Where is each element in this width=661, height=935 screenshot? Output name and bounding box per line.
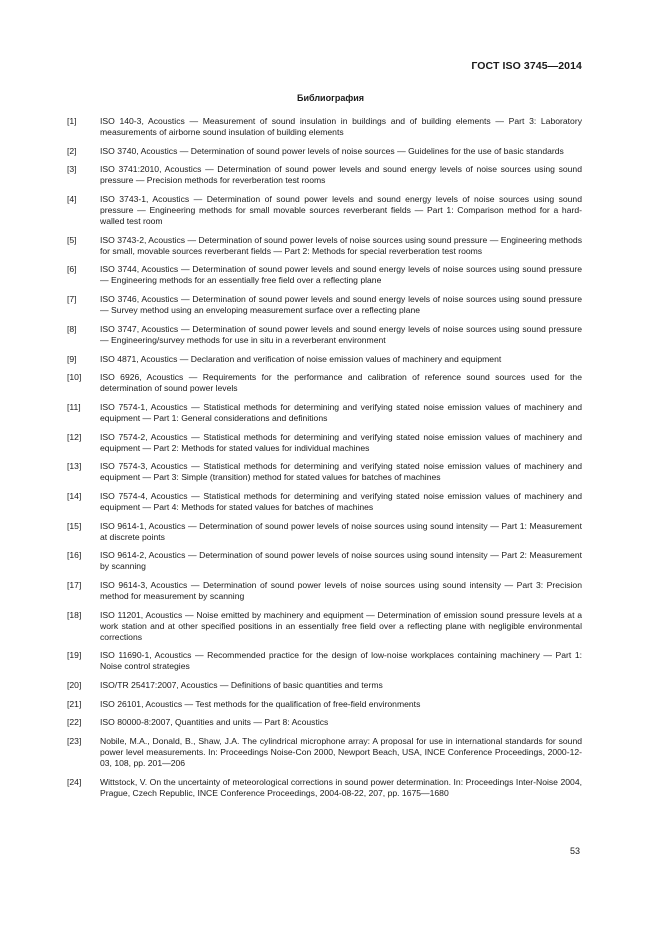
reference-number: [13] — [67, 461, 82, 472]
reference-number: [5] — [67, 234, 77, 245]
reference-item — [63, 521, 582, 543]
reference-item — [63, 372, 582, 394]
reference-text: ISO 7574-1, Acoustics — Statistical methods for determining and verifying stated noise emission values of machinery and equipment — Part 1: General considerations and definitions — [100, 401, 582, 423]
reference-item — [63, 610, 582, 643]
bibliography-title: Библиография — [297, 93, 364, 103]
reference-number: [22] — [67, 717, 82, 728]
reference-item — [63, 550, 582, 572]
reference-text: ISO 9614-3, Acoustics — Determination of sound power levels of noise sources using sound intensity — Part 3: Precision method for measurement by scanning — [100, 580, 582, 601]
reference-number: [17] — [67, 580, 82, 590]
reference-text: ISO 3743-1, Acoustics — Determination of sound power levels and sound energy levels of noise sources using sound pressure — Engineering methods for small movable sources reverberant fields — Part 1: Comparison method for a hard-walled test room — [100, 194, 582, 227]
reference-number: [24] — [67, 776, 82, 787]
reference-text: ISO 3747, Acoustics — Determination of sound power levels and sound energy levels of noise sources using sound pressure — Engineering/survey methods for use in situ in a reverberant environment — [100, 323, 582, 345]
reference-number: [15] — [67, 520, 82, 531]
reference-number: [4] — [67, 194, 77, 205]
reference-number: [21] — [67, 698, 82, 709]
reference-number: [14] — [67, 490, 82, 501]
reference-number: [20] — [67, 680, 82, 691]
reference-item — [63, 194, 582, 227]
reference-text: ISO 6926, Acoustics — Requirements for the performance and calibration of reference sound sources used for the determination of sound power levels — [100, 372, 582, 394]
reference-text: ISO/TR 25417:2007, Acoustics — Definitions of basic quantities and terms — [100, 680, 383, 691]
standard-code-header: ГОСТ ISO 3745—2014 — [471, 60, 582, 72]
reference-number: [19] — [67, 650, 82, 661]
reference-number: [7] — [67, 294, 77, 305]
reference-item — [63, 164, 582, 186]
reference-item — [63, 699, 582, 710]
reference-item — [63, 491, 582, 513]
page-number: 53 — [569, 846, 580, 856]
reference-number: [3] — [67, 164, 77, 175]
reference-number: [11] — [67, 401, 81, 412]
reference-text: ISO 7574-3, Acoustics — Statistical methods for determining and verifying stated noise emission values of machinery and equipment — Part 3: Simple (transition) method for stated values for batches of machines — [100, 461, 582, 483]
reference-item — [63, 146, 582, 157]
reference-item — [63, 264, 582, 286]
reference-text: ISO 4871, Acoustics — Declaration and verification of noise emission values of machinery and equipment — [100, 353, 502, 364]
reference-number: [10] — [67, 372, 82, 383]
reference-text: ISO 9614-1, Acoustics — Determination of sound power levels of noise sources using sound intensity — Part 1: Measurement at discrete points — [100, 520, 582, 542]
reference-number: [23] — [67, 736, 82, 747]
reference-item — [63, 432, 582, 454]
reference-item — [63, 116, 582, 138]
reference-item — [63, 717, 582, 728]
reference-text: ISO 7574-2, Acoustics — Statistical methods for determining and verifying stated noise emission values of machinery and equipment — Part 2: Methods for stated values for individual machines — [100, 431, 582, 453]
reference-text: ISO 3746, Acoustics — Determination of sound power levels and sound energy levels of noise sources using sound pressure — Survey method using an enveloping measurement surface over a reflecting plane — [100, 294, 582, 316]
reference-text: ISO 80000-8:2007, Quantities and units — Part 8: Acoustics — [100, 717, 329, 728]
reference-text: ISO 140-3, Acoustics — Measurement of sound insulation in buildings and of building elements — Part 3: Laboratory measurements of airborne sound insulation of building elements — [100, 116, 582, 137]
reference-number: [6] — [67, 264, 77, 275]
reference-text: ISO 7574-4, Acoustics — Statistical methods for determining and verifying stated noise emission values of machinery and equipment — Part 4: Methods for stated values for batches of machines — [100, 490, 582, 512]
reference-text: ISO 11690-1, Acoustics — Recommended practice for the design of low-noise workplaces containing machinery — Part 1: Noise control strategies — [100, 650, 582, 672]
reference-text: ISO 11201, Acoustics — Noise emitted by machinery and equipment — Determination of emission sound pressure levels at a work station and at other specified positions in an essentially free field over a reflecting plane with negligible environmental corrections — [100, 609, 582, 642]
reference-item — [63, 736, 582, 769]
reference-item — [63, 402, 582, 424]
reference-text: Wittstock, V. On the uncertainty of meteorological corrections in sound power determination. In: Proceedings Inter-Noise 2004, Prague, Czech Republic, INCE Conference Proceedings, 2004-08-22, 207, pp. 1675—1680 — [100, 776, 582, 798]
reference-text: ISO 3743-2, Acoustics — Determination of sound power levels of noise sources using sound pressure — Engineering methods for small, movable sources reverberant fields — Part 2: Methods for special reverberation test rooms — [100, 234, 582, 256]
reference-item — [63, 354, 582, 365]
reference-text: ISO 3741:2010, Acoustics — Determination of sound power levels and sound energy levels of noise sources using sound pressure — Precision methods for reverberation test rooms — [100, 164, 582, 186]
reference-item — [63, 580, 582, 602]
reference-item — [63, 324, 582, 346]
reference-number: [9] — [67, 353, 77, 364]
reference-item — [63, 680, 582, 691]
reference-number: [1] — [67, 116, 77, 126]
reference-number: [18] — [67, 609, 82, 620]
reference-number: [2] — [67, 145, 77, 156]
reference-item — [63, 235, 582, 257]
reference-text: ISO 9614-2, Acoustics — Determination of sound power levels of noise sources using sound intensity — Part 2: Measurement by scanning — [100, 550, 582, 572]
reference-number: [8] — [67, 323, 77, 334]
reference-item — [63, 461, 582, 483]
reference-item — [63, 777, 582, 799]
reference-item — [63, 650, 582, 672]
reference-text: Nobile, M.A., Donald, B., Shaw, J.A. The cylindrical microphone array: A proposal for use in international standards for sound power level measurements. In: Proceedings Noise-Con 2000, Newport Beach, USA, INCE Conference Proceedings, 2000-12-03, 108, pp. 201—206 — [100, 736, 582, 769]
reference-text: ISO 26101, Acoustics — Test methods for the qualification of free-field environments — [100, 698, 421, 709]
reference-number: [16] — [67, 550, 82, 561]
reference-item — [63, 294, 582, 316]
reference-number: [12] — [67, 431, 82, 442]
reference-text: ISO 3740, Acoustics — Determination of sound power levels of noise sources — Guidelines for the use of basic standards — [100, 145, 564, 156]
reference-text: ISO 3744, Acoustics — Determination of sound power levels and sound energy levels of noise sources using sound pressure — Engineering methods for an essentially free field over a reflecting plane — [100, 264, 582, 286]
reference-list — [63, 116, 582, 807]
